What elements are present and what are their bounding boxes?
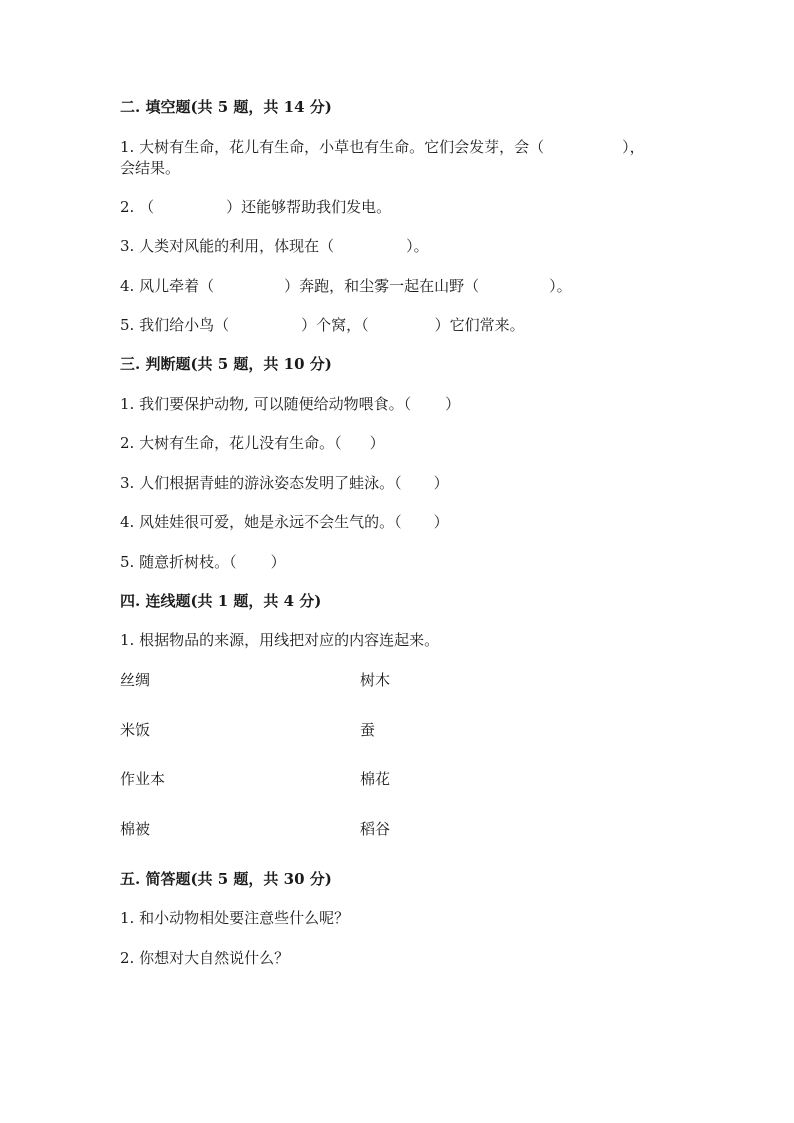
fill-blank-question-4 xyxy=(120,275,572,297)
question-text: ） xyxy=(270,553,286,571)
matching-left-item[interactable]: 丝绸 xyxy=(120,671,151,689)
matching-right-item[interactable]: 稻谷 xyxy=(360,820,391,838)
matching-heading: 四. 连线题(共 1 题，共 4 分) xyxy=(120,592,322,610)
matching-right-item[interactable]: 棉花 xyxy=(360,770,391,788)
question-text: ） xyxy=(445,395,461,413)
question-text: ）它们常来。 xyxy=(434,316,525,334)
question-text: 2. （ xyxy=(120,198,155,216)
true-false-question-2 xyxy=(120,432,385,454)
fill-blank-question-2 xyxy=(120,196,391,218)
fill-blank-question-1 xyxy=(120,136,645,158)
question-text: 5. 随意折树枝。（ xyxy=(120,553,237,571)
question-text: 1. 大树有生命，花儿有生命，小草也有生命。它们会发芽，会（ xyxy=(120,138,545,156)
true-false-question-4 xyxy=(120,511,449,533)
question-text: ）还能够帮助我们发电。 xyxy=(226,198,392,216)
matching-right-item[interactable]: 树木 xyxy=(360,671,391,689)
question-text: ）个窝，（ xyxy=(301,316,369,334)
question-text: ）， xyxy=(622,138,645,156)
question-text: 3. 人类对风能的利用，体现在（ xyxy=(120,237,335,255)
question-text: ）。 xyxy=(406,237,429,255)
matching-right-item[interactable]: 蚕 xyxy=(360,721,376,739)
matching-left-item[interactable]: 米饭 xyxy=(120,721,151,739)
matching-left-item[interactable]: 棉被 xyxy=(120,820,151,838)
matching-instruction: 1. 根据物品的来源，用线把对应的内容连起来。 xyxy=(120,631,440,649)
matching-left-item[interactable]: 作业本 xyxy=(120,770,166,788)
question-text: 4. 风儿牵着（ xyxy=(120,277,215,295)
fill-blank-question-3 xyxy=(120,235,429,257)
fill-blank-question-1-continued: 会结果。 xyxy=(120,159,181,177)
question-text: 2. 大树有生命，花儿没有生命。（ xyxy=(120,434,342,452)
question-text: ） xyxy=(369,434,385,452)
short-answer-heading: 五. 简答题(共 5 题，共 30 分) xyxy=(120,870,332,888)
fill-blank-question-5 xyxy=(120,314,525,336)
question-text: ）奔跑，和尘雾一起在山野（ xyxy=(284,277,480,295)
true-false-question-3 xyxy=(120,472,449,494)
question-text: ） xyxy=(433,474,449,492)
true-false-heading: 三. 判断题(共 5 题，共 10 分) xyxy=(120,355,332,373)
true-false-question-5 xyxy=(120,551,286,573)
fill-blank-heading: 二. 填空题(共 5 题，共 14 分) xyxy=(120,98,332,116)
true-false-question-1 xyxy=(120,393,460,415)
question-text: 4. 风娃娃很可爱，她是永远不会生气的。（ xyxy=(120,513,402,531)
question-text: 1. 我们要保护动物, 可以随便给动物喂食。（ xyxy=(120,395,412,413)
question-text: ） xyxy=(433,513,449,531)
short-answer-question-2: 2. 你想对大自然说什么？ xyxy=(120,949,290,967)
question-text: 5. 我们给小鸟（ xyxy=(120,316,230,334)
question-text: 3. 人们根据青蛙的游泳姿态发明了蛙泳。（ xyxy=(120,474,402,492)
short-answer-question-1: 1. 和小动物相处要注意些什么呢？ xyxy=(120,909,350,927)
question-text: ）。 xyxy=(549,277,572,295)
